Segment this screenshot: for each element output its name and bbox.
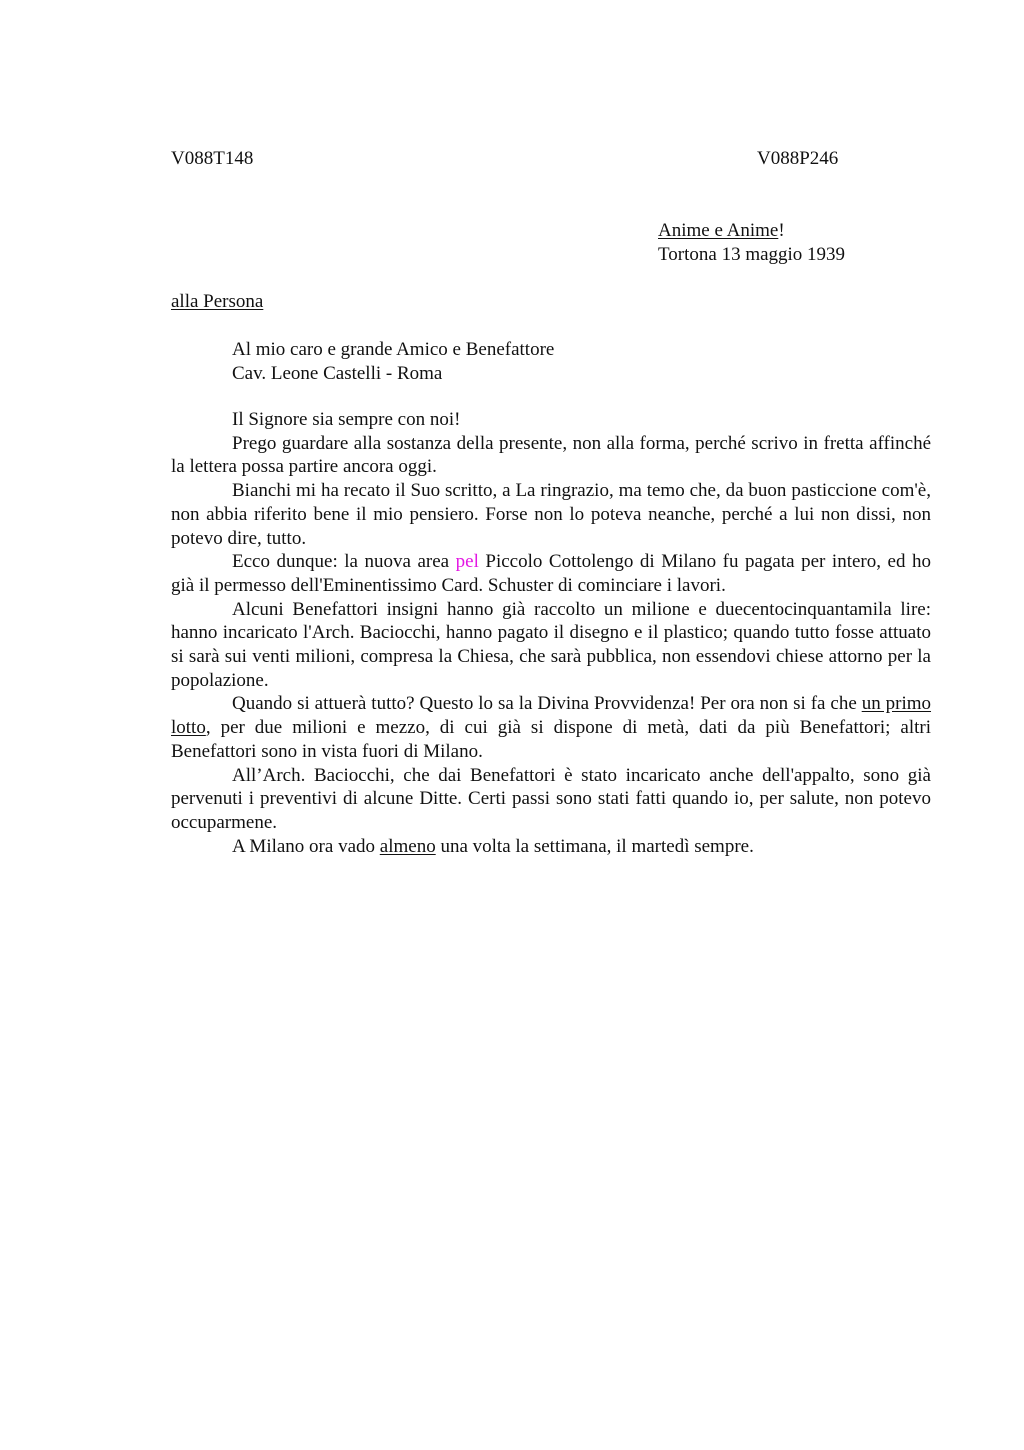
paragraph-6 [171, 692, 931, 763]
address-line-1: Al mio caro e grande Amico e Benefattore [232, 339, 555, 360]
paragraph-6-end: , per due milioni e mezzo, di cui già si dispone di metà, dati da più Benefattori; altri Benefattori sono in vista fuori di Milano. [171, 717, 931, 762]
document-code-left: V088T148 [171, 148, 254, 169]
letter-body [171, 408, 931, 858]
address-line-2: Cav. Leone Castelli - Roma [232, 363, 443, 384]
letter-title-suffix: ! [778, 220, 785, 241]
paragraph-4-start: Ecco dunque: la nuova area [232, 551, 456, 573]
paragraph-7: All’Arch. Baciocchi, che dai Benefattori è stato incaricato anche dell'appalto, sono già pervenuti i preventivi di alcune Ditte. Certi passi sono stati fatti quando io, per salute, non potevo occuparmene. [171, 764, 931, 833]
highlighted-word: pel [455, 551, 479, 573]
paragraph-2: Prego guardare alla sostanza della presente, non alla forma, perché scrivo in fretta affinché la lettera possa partire ancora oggi. [171, 432, 931, 478]
letter-title [658, 219, 845, 243]
paragraph-3: Bianchi mi ha recato il Suo scritto, a La ringrazio, ma temo che, da buon pasticcione com'è, non abbia riferito bene il mio pensiero. Forse non lo poteva neanche, perché a lui non dissi, non potevo dire, tutto. [171, 480, 931, 549]
to-person-note: alla Persona [171, 291, 264, 312]
paragraph-5: Alcuni Benefattori insigni hanno già raccolto un milione e duecentocinquantamila lire: hanno incaricato l'Arch. Baciocchi, hanno pagato il disegno e il plastico; quando tutto fosse attuato si sarà sui venti milioni, compresa la Chiesa, che sarà pubblica, non essendovi chiese attorno per la popolazione. [171, 598, 931, 691]
paragraph-8-end: una volta la settimana, il martedì sempre. [435, 835, 754, 857]
place-date: Tortona 13 maggio 1939 [658, 244, 846, 265]
paragraph-4-end: Piccolo Cottolengo di Milano fu pagata per intero, ed ho già il permesso dell'Eminentissimo Card. Schuster di cominciare i lavori. [171, 551, 931, 596]
paragraph-8 [171, 835, 931, 859]
letter-heading [658, 219, 845, 267]
paragraph-6-start: Quando si attuerà tutto? Questo lo sa la Divina Provvidenza! Per ora non si fa che [232, 693, 862, 715]
underlined-word: almeno [379, 835, 436, 857]
letter-title-text: Anime e Anime [658, 220, 779, 241]
recipient-address [232, 338, 554, 386]
document-code-right: V088P246 [757, 148, 839, 169]
paragraph-4 [171, 550, 931, 597]
underlined-phrase: un primo lotto [171, 693, 932, 739]
paragraph-1: Il Signore sia sempre con noi! [232, 409, 461, 430]
paragraph-8-start: A Milano ora vado [232, 835, 380, 857]
